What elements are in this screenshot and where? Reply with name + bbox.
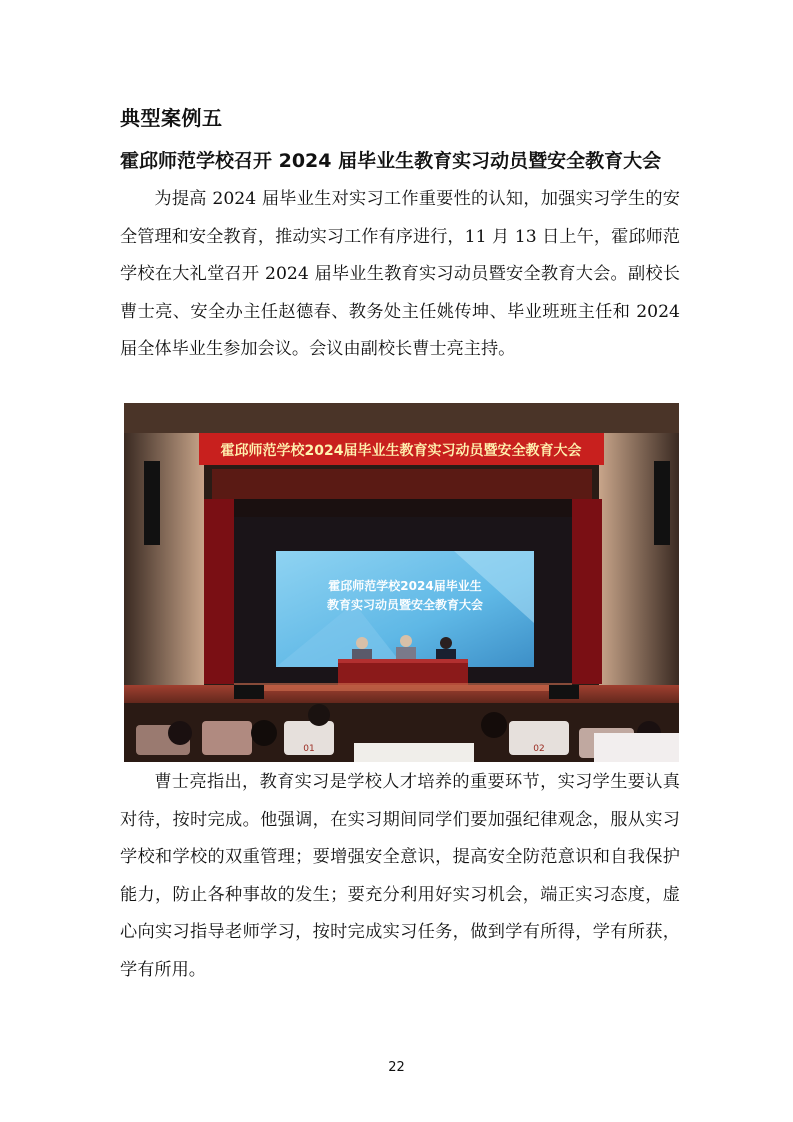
curtain-left xyxy=(204,499,234,684)
seat-label-left: 01 xyxy=(303,744,315,754)
paragraph-speech: 曹士亮指出，教育实习是学校人才培养的重要环节，实习学生要认真对待，按时完成。他强调，在实习期间同学们要加强纪律观念，服从实习学校和学校的双重管理；要增强安全意识，提高安全防范意识和自我保护能力，防止各种事故的发生；要充分利用好实习机会，端正实习态度，虚心向实习指导老师学习，按时完成实习任务，做到学有所得，学有所获，学有所用。 xyxy=(120,772,680,980)
screen-line1: 霍邱师范学校2024届毕业生 xyxy=(328,579,482,593)
conference-photo xyxy=(124,403,679,762)
screen-line2: 教育实习动员暨安全教育大会 xyxy=(326,598,484,612)
paragraph-intro: 为提高 2024 届毕业生对实习工作重要性的认知，加强实习学生的安全管理和安全教育，推动实习工作有序进行，11 月 13 日上午，霍邱师范学校在大礼堂召开 2024 届毕业生教育实习动员暨安全教育大会。副校长曹士亮、安全办主任赵德春、教务处主任姚传坤、毕业班班主任和 2024 届全体毕业生参加会议。会议由副校长曹士亮主持。 xyxy=(120,189,680,359)
article-title: 霍邱师范学校召开 2024 届毕业生教育实习动员暨安全教育大会 xyxy=(120,150,662,172)
curtain-right xyxy=(572,499,602,684)
page-number: 22 xyxy=(388,1060,405,1075)
seat-label-right: 02 xyxy=(533,744,545,754)
section-title: 典型案例五 xyxy=(120,106,223,130)
banner-text: 霍邱师范学校2024届毕业生教育实习动员暨安全教育大会 xyxy=(220,443,582,459)
